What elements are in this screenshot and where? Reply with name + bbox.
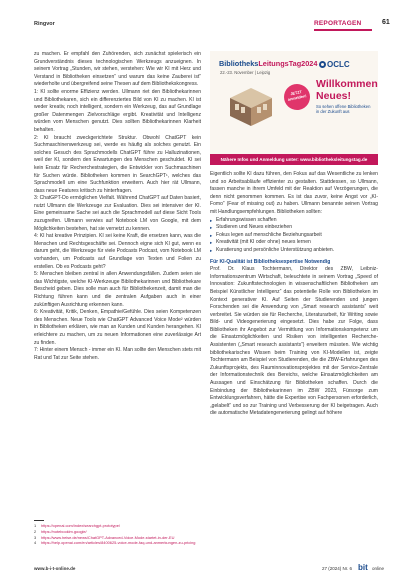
ad-subtitle: So sehen offene Bibliotheken in der Zukunft aus (316, 104, 371, 114)
list-item: ▸ Kuratierung und persönliche Unterstützung anbieten. (210, 247, 378, 255)
list-item: ▸ Studieren und Neues einbeziehen (210, 224, 378, 232)
ad-title: BibliotheksLeitungsTag2024 (219, 59, 318, 68)
recommendation-list (210, 217, 378, 255)
footnote[interactable]: 4 https://help.openai.com/en/articles/8400625-voice-mode-faq-und-anmerkungen-zu-pricing (34, 540, 196, 546)
paragraph: 4: KI hat kreative Prinzipien. KI sei keine Kraft, die ersetzen kann, was die Menschen und Rechtsgeschäfte sei. Dennoch eigne sich KI gut, wenn es darum geht, die Werkzeuge für viele Podcasts Podcast, vom Notebook LM vorhanden, um Podcasts auf Grundlage von Texten und Folien zu erstellen. Ob es Podcasts geht? (34, 233, 201, 270)
section-title: REPORTAGEN (314, 20, 362, 27)
paragraph: Eigentlich sollte KI dazu führen, den Fokus auf das Wesentliche zu lenken und so Arbeitsabläufe effizienter zu gestalten. Stattdessen, so Ullmann, fassen manche in ihrem Umfeld mit der Reaktion auf Verzögerungen, die denn nicht genommen kommen. Es ist das zuvor, keine Angst vor „KI-Fomo“ (Fear of missing out) zu haben. Ullmann benannte seinen Vortrag mit Handlungsempfehlungen. Bibliotheken sollten: (210, 171, 378, 215)
paragraph: 6: Kreativität, Kritik, Denken, Empathie/Gefühle. Dies seien Kompetenzen des Menschen. Neue Tools wie ChatGPT Advanced Voice Mode² würden in Bibliotheken erklären, wie man an Kunden und Kunden herangehen. KI erleichtere zu machen, um zu neuen Informationen eine zuverlässige Art zu finden. (34, 309, 201, 346)
footnote[interactable]: 2 https://notebooklm.google/ (34, 528, 87, 534)
paragraph: 2: KI braucht zweckgerichtete Struktur. Obwohl ChatGPT kein Suchmaschinenwerkzeug sei, werde es häufig als solches genutzt. Ein solches Gesuch des Sprachmodells ChatGPT führe zu Halluzinationen, weil der KI, sondern den Erwartungen des Menschen geschuldet. KI sei kein Ersatz für Recherchestrategien, die Entwickler von Suchmaschinen für Suchen würde. Bibliotheken kommen in SearchGPT¹, welches das Sprachmodell um eine Suchfunktion erweitern. Auch hier rät Ullmann, dass neue Features kritisch zu hinterfragen. (34, 134, 201, 194)
footnotes (34, 523, 234, 546)
cube-illustration-icon (226, 86, 276, 128)
column-left (34, 51, 201, 362)
footer-url[interactable]: www.b-i-t-online.de (34, 566, 76, 571)
bit-logo-suffix: online (372, 566, 385, 571)
header-label: Ringvor (34, 21, 55, 27)
footer-issue: 27 (2024) Nr. 6 (322, 566, 353, 571)
list-item: ▸ Erfahrungswissen schaffen (210, 217, 378, 225)
subheading: Für KI-Qualität ist Bibliotheksexpertise Notwendig (210, 258, 331, 265)
list-item: ▸ Fokus legen auf menschliche Beziehungsarbeit (210, 232, 378, 240)
footnote[interactable]: 3 https://www.heise.de/news/ChatGPT-Advanced-Voice-Mode-startet-in-der-EU (34, 534, 175, 540)
oclc-logo-icon (319, 61, 326, 68)
header-rule (314, 29, 372, 31)
oclc-logo: OCLC (327, 60, 350, 69)
ad-banner-link[interactable]: Nähere Infos und Anmeldung unter: www.bibliotheksleitungstag.de (210, 154, 378, 165)
ad-headline: Willkommen (316, 78, 378, 90)
footnote-separator (34, 520, 44, 521)
page-number: 61 (382, 19, 390, 26)
ad-date: 22.-23. November | Leipzig (220, 70, 271, 75)
footnote[interactable]: 1 https://openai.com/index/searchgpt-prototype/ (34, 523, 120, 528)
signup-badge[interactable]: JETZT anmelden! (282, 82, 313, 113)
paragraph: 1: KI sollte enorme Effizienz werden. Ullmann riet den Bibliothekarinnen und Bibliothekaren, sich ein differenziertes Bild von KI zu machen. KI ist weder kreativ, noch intelligent, sondern ein Werkzeug, das auf Grundlage großer Datenmengen Zielvorschläge ergibt. Kreativität und Intelligenz würden vom Menschen genutzt. Dies sollten Bibliothekarinnen Klarheit behalten. (34, 88, 201, 133)
bit-logo: bit (358, 563, 368, 572)
paragraph: 7: Hinter einem Mensch - immer ein KI. Man sollte den Menschen stets mit Rat und Tat zur Seite stehen. (34, 347, 201, 361)
paragraph: Prof. Dr. Klaus Tochtermann, Direktor des ZBW, Leibniz-Informationszentrum Wirtschaft, beleuchtete in seinem Vortrag „Speed of Innovation: Zukunftstechnologien in wissenschaftlichen Bibliotheken am Beispiel Künstlicher Intelligenz“ das potentielle Rolle von Bibliotheken im Kontext generativer KI. Auf Seiten der Studierenden und jungen Forschenden sei die Anwendung von „Smart research assistants“ weit verbreitet. Sie würden sie für Recherche, Literaturarbeit, für Writing sowie Bild- und Videogenerierung eingesetzt. Dies habe zur Folge, dass Bibliotheken ihr Angebot zur Vermittlung von Informationskompetenz um die Einsatzmöglichkeiten und Risiken von intelligenten Recherche-Assistenten („Smart research assistants“) erweitern müssten. Wie wichtig bibliothekarisches Wissen beim Training von KI-Modellen ist, zeigte Tochtermann am Beispiel von Studierenden, die die ZBW-Erfahrungen des Zukunftsprojekts, des Rauminnovationsprojektes mit der Service-Zentrale der Informationstechnik des Bereichs, welche Einsatzmöglichkeiten am Aussagen und Einschätzung für Bibliotheken schaffen. Durch die Einbindung der Bibliothekarinnen im ZBW 2023, Fürsorge zum Entwicklungsverfahren, hätte die Expertise von Fachpersonen erforderlich, „gelabelt“ und so zur Training und Verbesserung der KI beigetragen. Auch die automatische Metadatengenerierung gelingt auf höhere (210, 266, 378, 417)
paragraph: zu machen. Er empfahl den Zuhörenden, sich zunächst spielerisch ein Grundverständnis dieses technologischen Werkzeugs anzueignen. In seinem Vortrag „Stunden, wir stehen, verstehen: Wie wir KI mit Herz und Verstand in Bibliotheken einsetzen“ und warum das keine Zauberei ist“ wiederholte und übergreifend seine Thesen auf dem Bibliothekskongress. (34, 51, 201, 88)
paragraph: 3: ChatGPT-Do ermöglichen Vielfalt. Während ChatGPT auf Daten basiert, nutzt Ullmann die Werkzeuge zur Evaluation. Dies sei intensiver der KI. Eine gemeinsame Sache sei auch die Sprachmodell auf diese Sicht Tools zuzugreifen. Ullmann verwies auf Notebook LM von Google, mit dem Möglichkeiten bestehen, hat sie vernetzt zu kennen. (34, 195, 201, 232)
paragraph: 5: Menschen bleiben zentral in allen Anwendungsfällen. Zudem seien sie das Wichtigste, welche KI-Werkzeuge Bibliothekarinnen und Bibliothekare Bescheid geben. Dies solle man auch für Bibliothekenzeit, damit man die Richtung führen kann und die zentralen Aufgaben auch in einer zukünftigen Ausrichtung erkennen kann. (34, 271, 201, 308)
column-right (210, 171, 378, 418)
advertisement[interactable] (210, 51, 378, 165)
ad-headline-2: Neues! (316, 90, 352, 102)
list-item: ▸ Kreativität (mit KI oder ohne) neues lernen (210, 239, 378, 247)
